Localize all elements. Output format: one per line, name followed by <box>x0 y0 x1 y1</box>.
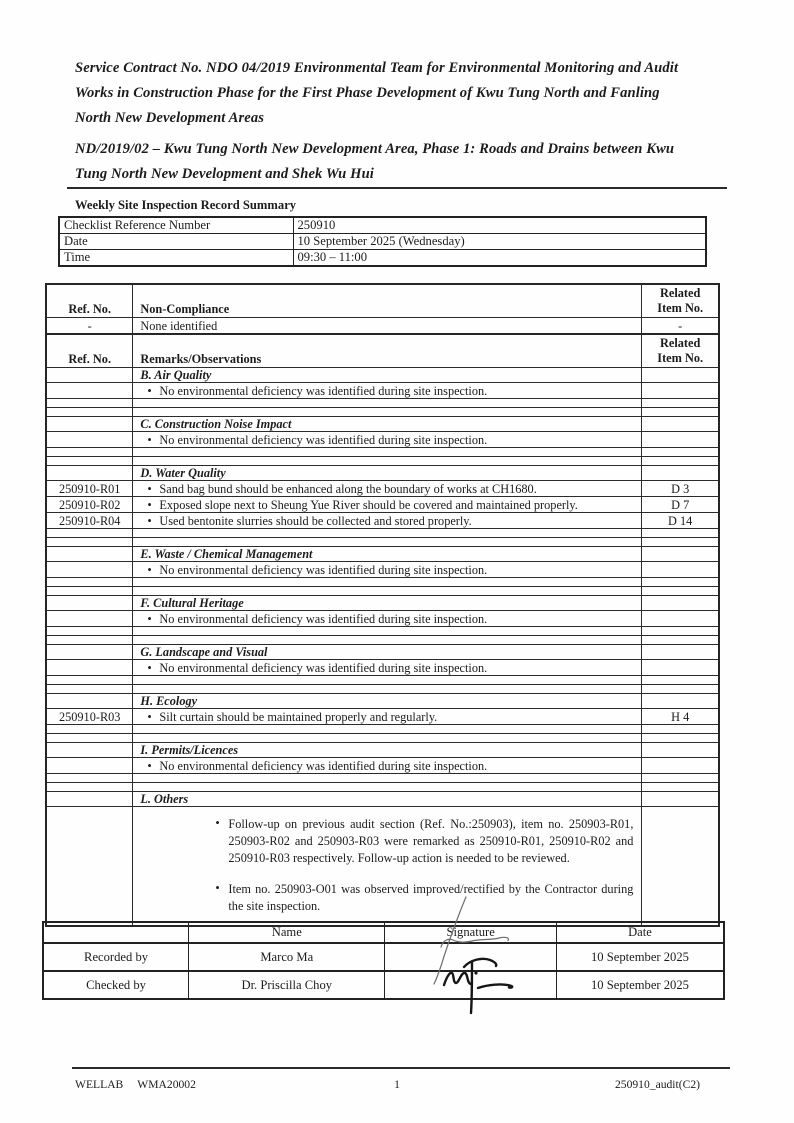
section-title-row <box>46 645 719 660</box>
related-cell: D 7 <box>642 497 719 513</box>
table-row <box>59 234 706 250</box>
related-cell <box>642 758 719 774</box>
ref-cell: 250910-R01 <box>46 481 133 497</box>
ref-cell <box>46 758 133 774</box>
summary-value: 250910 <box>293 217 706 234</box>
bullet-icon: • <box>147 432 152 447</box>
bullet-icon: • <box>147 481 152 496</box>
bullet-icon: • <box>147 383 152 398</box>
signoff-date: 10 September 2025 <box>556 971 724 999</box>
table-row <box>46 432 719 448</box>
others-paragraph: • Follow-up on previous audit section (Ref. No.:250903), item no. 250903-R01, 250903-R02 and 250903-R03 were remarked as 250910-R01, 250910-R02 and 250910-R03 respectively. Follow-up action is needed to be reviewed. <box>215 816 634 865</box>
bullet-icon: • <box>147 709 152 724</box>
remark-cell: • No environmental deficiency was identified during site inspection. <box>133 758 642 774</box>
spacer-row <box>46 457 719 466</box>
remark-cell: • No environmental deficiency was identified during site inspection. <box>133 660 642 676</box>
footer-code: WMA20002 <box>137 1078 196 1091</box>
section-title: E. Waste / Chemical Management <box>133 547 642 562</box>
ref-cell <box>46 383 133 399</box>
table-row <box>46 660 719 676</box>
bullet-icon: • <box>147 513 152 528</box>
noncompliance-cell: None identified <box>133 318 642 335</box>
section-title-row <box>46 792 719 807</box>
summary-table <box>58 216 707 267</box>
project-title: ND/2019/02 – Kwu Tung North New Development Area, Phase 1: Roads and Drains between Kwu Tung North New Development and Shek Wu Hui <box>75 140 675 182</box>
remark-cell: • No environmental deficiency was identified during site inspection. <box>133 383 642 399</box>
remark-cell: • No environmental deficiency was identified during site inspection. <box>133 432 642 448</box>
table-row <box>46 481 719 497</box>
section-title: D. Water Quality <box>133 466 642 481</box>
summary-label: Checklist Reference Number <box>59 217 293 234</box>
remark-cell: • No environmental deficiency was identified during site inspection. <box>133 562 642 578</box>
spacer-row <box>46 783 719 792</box>
summary-value: 09:30 – 11:00 <box>293 250 706 267</box>
table-row <box>46 709 719 725</box>
spacer-row <box>46 538 719 547</box>
table-row <box>46 513 719 529</box>
inspection-table <box>45 283 720 927</box>
contract-title: Service Contract No. NDO 04/2019 Environmental Team for Environmental Monitoring and Audit Works in Construction Phase for the First Phase Development of Kwu Tung North and Fanling North New Development Areas <box>75 60 679 127</box>
col-ref-header: Ref. No. <box>46 284 133 318</box>
ref-cell: 250910-R04 <box>46 513 133 529</box>
others-remarks <box>133 807 642 927</box>
section-title-row <box>46 694 719 709</box>
related-cell: H 4 <box>642 709 719 725</box>
page-number: 1 <box>394 1078 400 1091</box>
table-row <box>43 943 724 971</box>
signoff-role: Recorded by <box>43 943 189 971</box>
related-cell <box>642 562 719 578</box>
table-row <box>46 611 719 627</box>
section-title: G. Landscape and Visual <box>133 645 642 660</box>
table-row <box>46 562 719 578</box>
section-title-row <box>46 417 719 432</box>
section-title-row <box>46 547 719 562</box>
table-row <box>43 971 724 999</box>
col-noncompliance-header: Non-Compliance <box>133 284 642 318</box>
spacer-row <box>46 725 719 734</box>
summary-heading: Weekly Site Inspection Record Summary <box>75 198 297 212</box>
ref-cell: - <box>46 318 133 335</box>
section-title: L. Others <box>133 792 642 807</box>
table-row <box>46 383 719 399</box>
header-divider <box>67 187 727 189</box>
noncompliance-header-row <box>46 284 719 318</box>
ref-cell: 250910-R03 <box>46 709 133 725</box>
footer-divider <box>72 1067 730 1069</box>
signature-cell <box>385 943 556 971</box>
spacer-row <box>46 636 719 645</box>
spacer-row <box>46 408 719 417</box>
table-row <box>59 217 706 234</box>
bullet-icon: • <box>215 816 220 830</box>
signoff-header-row <box>43 922 724 943</box>
col-date-header: Date <box>556 922 724 943</box>
section-title-row <box>46 368 719 383</box>
table-row <box>46 318 719 335</box>
spacer-row <box>46 627 719 636</box>
ref-cell: 250910-R02 <box>46 497 133 513</box>
section-title-row <box>46 596 719 611</box>
col-related-header: Related Item No. <box>642 284 719 318</box>
signoff-date: 10 September 2025 <box>556 943 724 971</box>
col-signature-header: Signature <box>385 922 556 943</box>
section-title: B. Air Quality <box>133 368 642 383</box>
col-related-header: Related Item No. <box>642 334 719 368</box>
table-row <box>59 250 706 267</box>
spacer-row <box>46 676 719 685</box>
spacer-row <box>46 734 719 743</box>
spacer-row <box>46 774 719 783</box>
bullet-icon: • <box>147 562 152 577</box>
col-ref-header: Ref. No. <box>46 334 133 368</box>
related-cell <box>642 383 719 399</box>
col-name-header: Name <box>189 922 385 943</box>
ref-cell <box>46 660 133 676</box>
section-title-row <box>46 466 719 481</box>
summary-label: Time <box>59 250 293 267</box>
section-title: H. Ecology <box>133 694 642 709</box>
table-row <box>46 497 719 513</box>
remark-cell: • Exposed slope next to Sheung Yue River should be covered and maintained properly. <box>133 497 642 513</box>
col-remarks-header: Remarks/Observations <box>133 334 642 368</box>
remark-cell: • Used bentonite slurries should be collected and stored properly. <box>133 513 642 529</box>
spacer-row <box>46 529 719 538</box>
section-title: F. Cultural Heritage <box>133 596 642 611</box>
related-cell <box>642 611 719 627</box>
bullet-icon: • <box>147 758 152 773</box>
section-title: I. Permits/Licences <box>133 743 642 758</box>
others-content-row <box>46 807 719 927</box>
footer-org: WELLAB <box>75 1078 124 1091</box>
signoff-role: Checked by <box>43 971 189 999</box>
document-header <box>75 56 697 187</box>
bullet-icon: • <box>147 611 152 626</box>
signature-cell <box>385 971 556 999</box>
others-paragraph: • Item no. 250903-O01 was observed improved/rectified by the Contractor during the site inspection. <box>215 881 634 913</box>
summary-label: Date <box>59 234 293 250</box>
related-cell <box>642 432 719 448</box>
ref-cell <box>46 611 133 627</box>
section-title-row <box>46 743 719 758</box>
signoff-name: Dr. Priscilla Choy <box>189 971 385 999</box>
related-cell <box>642 660 719 676</box>
summary-value: 10 September 2025 (Wednesday) <box>293 234 706 250</box>
related-cell: D 3 <box>642 481 719 497</box>
bullet-icon: • <box>147 497 152 512</box>
spacer-row <box>46 448 719 457</box>
related-cell: - <box>642 318 719 335</box>
remark-cell: • Silt curtain should be maintained properly and regularly. <box>133 709 642 725</box>
ref-cell <box>46 432 133 448</box>
section-title: C. Construction Noise Impact <box>133 417 642 432</box>
bullet-icon: • <box>147 660 152 675</box>
ref-cell <box>46 562 133 578</box>
spacer-row <box>46 685 719 694</box>
spacer-row <box>46 578 719 587</box>
bullet-icon: • <box>215 881 220 895</box>
signoff-table <box>42 921 725 1000</box>
remarks-header-row <box>46 334 719 368</box>
remark-cell: • No environmental deficiency was identified during site inspection. <box>133 611 642 627</box>
signoff-name: Marco Ma <box>189 943 385 971</box>
spacer-row <box>46 587 719 596</box>
table-row <box>46 758 719 774</box>
spacer-row <box>46 399 719 408</box>
remark-cell: • Sand bag bund should be enhanced along the boundary of works at CH1680. <box>133 481 642 497</box>
related-cell: D 14 <box>642 513 719 529</box>
footer-doc-ref: 250910_audit(C2) <box>614 1078 700 1091</box>
